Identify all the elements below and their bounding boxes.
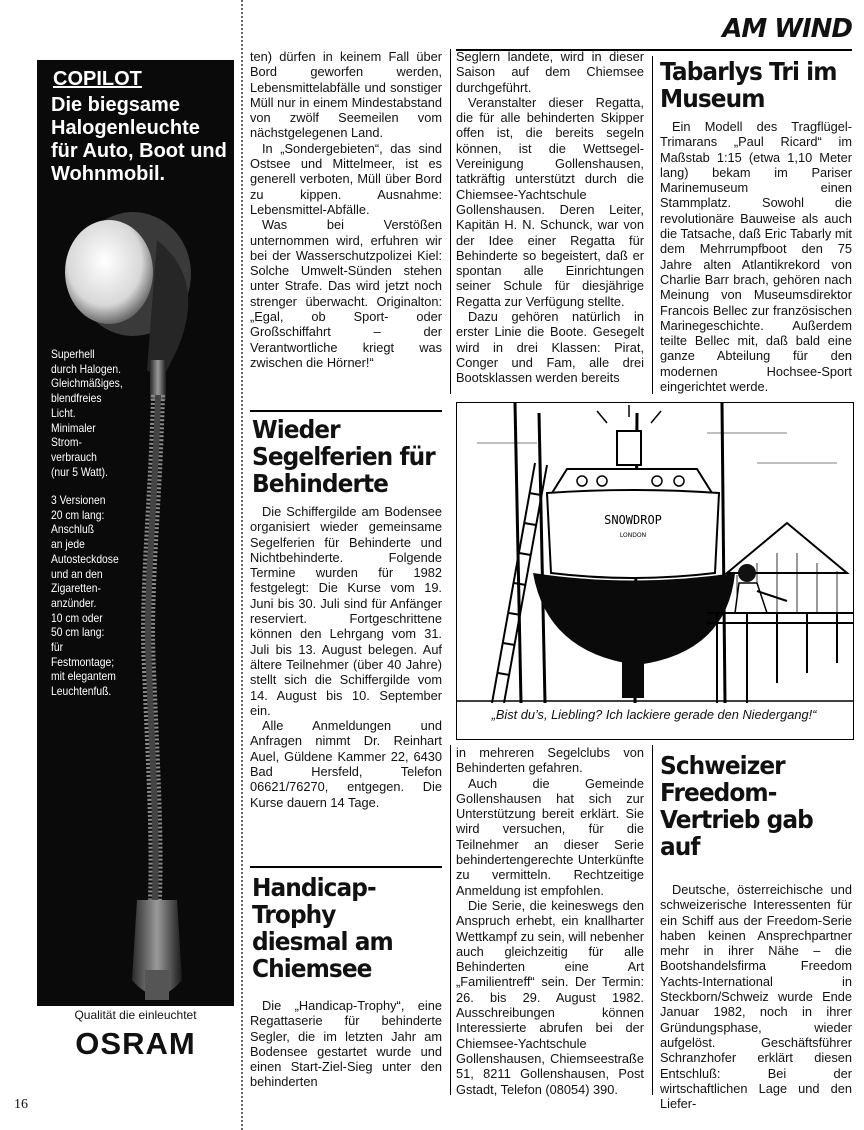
ad-brand: COPILOT [53,68,142,90]
gutter-divider [241,0,243,1130]
paragraph: Dazu gehören natürlich in erster Linie die Boote. Gesegelt wird in drei Klassen: Pirat, Conger und Fam, alle drei Bootsklassen werden bereits [456,309,644,386]
boat-name: SNOWDROP [604,513,662,527]
section-label: AM WIND [722,14,852,44]
column-rule [450,49,451,394]
article-freedom-body [660,882,852,1111]
page-number: 16 [14,1097,28,1112]
paragraph: Alle Anmeldungen und Anfragen nimmt Dr. Reinhart Auel, Güldene Kammer 22, 6430 Bad Hersfeld, Telefon 06621/76270, entgegen. Die Kurse dauern 14 Tage. [250,718,442,810]
article-rule [250,410,442,412]
paragraph: Veranstalter dieser Regatta, die für alle behinderten Skipper offen ist, die bereits segeln können, ist die Wettsegel-Vereinigung Gollenshausen, tatkräftig unterstützt durch die Chiemsee-Yachtschule Gollenshausen. Deren Leiter, Kapitän H. N. Schunck, war von der Idee einer Regatta für Behinderte so begeistert, daß er spontan alle Einrichtungen seiner Schule für diesjährige Regatta zur Verfügung stellte. [456,94,644,309]
paragraph: Deutsche, österreichische und schweizerische Interessenten für ein Schiff aus der Freedom-Serie haben keinen Ansprechpartner mehr in ihrer Nähe – die Bootshandelsfirma Freedom Yachts-International in Steckborn/Schweiz wurde Ende Januar 1982, noch in ihrer Gründungsphase, wieder aufgelöst. Geschäftsführer Schranzhofer erklärt diesen Entschluß: Bei der wirtschaftlichen Lage und den Liefer- [660,882,852,1112]
column-2-top [456,49,644,386]
article-handicap-body [250,998,442,1090]
ad-spec-features: Superhell durch Halogen. Gleichmäßiges, blendfreies Licht. Minimaler Strom- verbrauch (nur 5 Watt). [51,347,123,479]
column-rule [652,745,653,1095]
article-segelferien-body [250,504,442,810]
paragraph: ten) dürfen in keinem Fall über Bord geworfen werden, Lebensmittelabfälle und sonstiger Müll nur in einem Mindestabstand von zwölf Seemeilen vom nächstgelegenen Land. [250,49,442,141]
paragraph: Auch die Gemeinde Gollenshausen hat sich zur Unterstützung bereit erklärt. Sie wird versuchen, für die Teilnehmer an dieser Serie behindertengerechte Unterkünfte zu vermitteln. Rechtzeitige Anmeldung ist empfohlen. [456,775,644,898]
article-title-freedom: Schweizer Freedom-Vertrieb gab auf [660,751,813,861]
article-title-handicap-trophy: Handicap-Trophy diesmal am Chiemsee [252,873,393,983]
column-rule [450,745,451,1095]
paragraph: In „Sondergebieten“, das sind Ostsee und Mittelmeer, ist es generell verboten, Müll über Bord zu kippen. Ausnahme: Lebensmittel-Abfälle. [250,140,442,217]
paragraph: Was bei Verstößen unternommen wird, erfuhren wir bei der Wasserschutzpolizei Kiel: Solche Umwelt-Sünden stehen unter Strafe. Das wird jetzt noch strenger überwacht. Originalton: „Egal, ob Sport- oder Großschiffahrt – der Verantwortliche kriegt was zwischen die Hörner!“ [250,217,442,370]
cartoon-caption: „Bist du’s, Liebling? Ich lackiere gerade den Niedergang!“ [491,707,817,722]
article-rule [250,866,442,868]
cartoon-illustration [456,402,854,740]
paragraph: Die „Handicap-Trophy“, eine Regattaserie für behinderte Segler, die im letzten Jahr am Bodensee gestartet wurde und einen Start-Ziel-Sieg unter den behinderten [250,998,442,1090]
column-1-top [250,49,442,370]
column-rule [652,56,653,394]
paragraph: Die Serie, die keineswegs den Anspruch erhebt, ein knallharter Wettkampf zu sein, will nebenher auch gleichzeitig für alle Behinderten eine Art „Familientreff“ sein. Der Termin: 26. bis 29. August 1982. Ausschreibungen können Interessierte abrufen bei der Chiemsee-Yachtschule Gollenshausen, Chiemseestraße 51, 8211 Gollenshausen, Post Gstadt, Telefon (08054) 390. [456,897,644,1097]
article-title-segelferien: Wieder Segelferien für Behinderte [252,415,435,498]
article-title-tabarly: Tabarlys Tri im Museum [660,57,837,113]
paragraph: Seglern landete, wird in dieser Saison auf dem Chiemsee durchgeführt. [456,49,644,95]
cartoon-drawing [457,403,853,703]
article-tabarly-body [660,119,852,394]
osram-logo: OSRAM [75,1026,196,1061]
ad-headline: Die biegsame Halogenleuchte für Auto, Boot und Wohnmobil. [51,94,227,185]
ad-spec-versions: 3 Versionen 20 cm lang: Anschluß an jede Autosteckdose und an den Zigaretten- anzünder. 10 cm oder 50 cm lang: für Festmontage; mit elegantem Leuchtenfuß. [51,493,119,699]
paragraph: in mehreren Segelclubs von Behinderten gefahren. [456,745,644,776]
paragraph: Die Schiffergilde am Bodensee organisiert wieder gemeinsame Segelferien für Behinderte und Nichtbehinderte. Folgende Termine wurden für 1982 festgelegt: Die Kurse vom 19. Juni bis 30. Juli sind für Anfänger reserviert. Fortgeschrittene können den Lehrgang vom 31. Juli bis 13. August belegen. Auf ältere Teilnehmer (über 40 Jahre) stellt sich die Schiffergilde vom 14. August bis 10. September ein. [250,504,442,718]
ad-tagline: Qualität die einleuchtet [74,1008,197,1022]
advertisement [37,60,234,1006]
column-2-bottom [456,745,644,1097]
paragraph: Ein Modell des Tragflügel-Trimarans „Paul Ricard“ im Maßstab 1:15 (etwa 1,10 Meter lang) bekam im Pariser Marinemuseum einen Stammplatz. Sowohl die revolutionäre Bauweise als auch die Tatsache, daß Eric Tabarly mit dem Mehrrumpfboot den 75 Jahre alten Atlantikrekord von Charlie Barr brach, gehören nach Meinung von Museumsdirektor Francois Bellec zur französischen Marinegeschichte. Außerdem teilte Bellec mit, daß bald eine ganze Abteilung für den modernen Hochsee-Sport eingerichtet werde. [660,119,852,395]
boat-port: LONDON [619,532,647,539]
